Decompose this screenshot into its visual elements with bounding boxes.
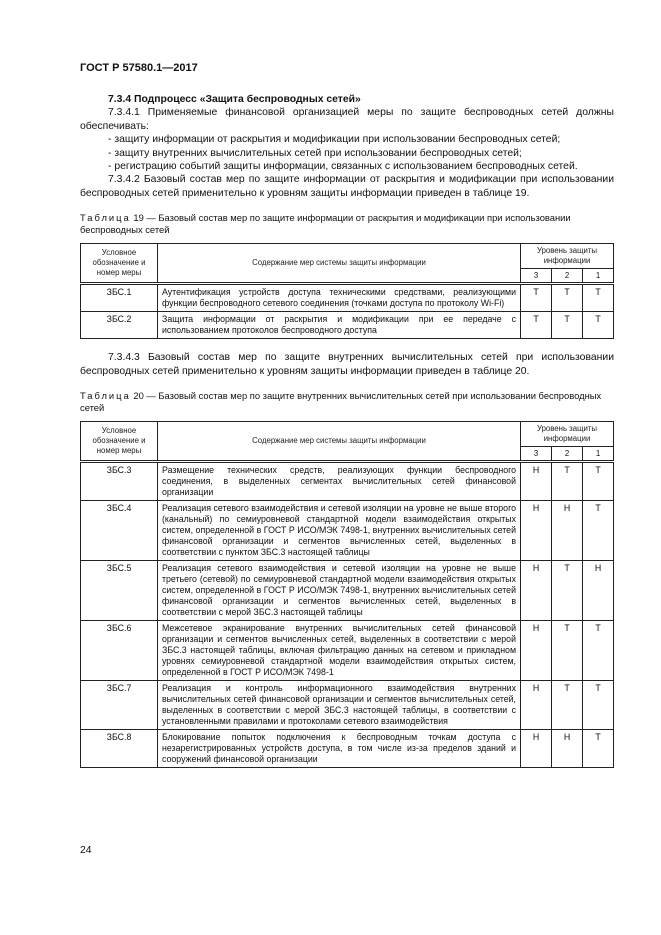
level-2-value: Н xyxy=(552,730,583,768)
measure-code: ЗБС.5 xyxy=(81,561,158,621)
level-3-value: Н xyxy=(521,681,552,730)
page-number: 24 xyxy=(80,845,92,856)
header-code: Условное обозначение и номер меры xyxy=(81,244,158,284)
paragraph-7-3-4-2: 7.3.4.2 Базовый состав мер по защите информации от раскрытия и модификации при использовании беспроводных сетей применительно к уровням защиты информации приведен в таблице 19. xyxy=(80,174,614,199)
level-3-value: Н xyxy=(521,462,552,501)
level-2-value: Т xyxy=(552,681,583,730)
level-3-value: Н xyxy=(521,561,552,621)
level-1-value: Н xyxy=(583,561,614,621)
table-20 xyxy=(80,421,614,768)
measure-text: Аутентификация устройств доступа техническими средствами, реализующими функции беспроводного сетевого соединения (точками доступа по протоколу Wi-Fi) xyxy=(158,284,521,312)
table-row xyxy=(81,462,614,501)
level-3-value: Н xyxy=(521,501,552,561)
paragraph-7-3-4-1: 7.3.4.1 Применяемые финансовой организацией меры по защите беспроводных сетей должны обеспечивать: xyxy=(80,107,614,132)
table-row xyxy=(81,501,614,561)
caption-label: Таблица xyxy=(80,390,131,402)
measure-code: ЗБС.7 xyxy=(81,681,158,730)
level-3-value: Н xyxy=(521,621,552,681)
level-1-value: Т xyxy=(583,462,614,501)
header-content: Содержание мер системы защиты информации xyxy=(158,244,521,284)
level-1-value: Т xyxy=(583,621,614,681)
level-2-value: Т xyxy=(552,462,583,501)
table-19 xyxy=(80,243,614,339)
measure-text: Размещение технических средств, реализующих функции беспроводного соединения, в выделенных сегментах вычислительных сетей финансовой организации xyxy=(158,462,521,501)
caption-label: Таблица xyxy=(80,212,131,224)
table-19-caption xyxy=(80,212,614,236)
list-item: - защиту внутренних вычислительных сетей при использовании беспроводных сетей; xyxy=(108,147,522,159)
section-heading: 7.3.4 Подпроцесс «Защита беспроводных сетей» xyxy=(108,94,361,105)
level-1-value: Т xyxy=(583,501,614,561)
table-row xyxy=(81,284,614,312)
paragraph-7-3-4-3: 7.3.4.3 Базовый состав мер по защите внутренних вычислительных сетей при использовании беспроводных сетей применительно к уровням защиты информации приведен в таблице 20. xyxy=(80,352,614,377)
level-2-value: Н xyxy=(552,501,583,561)
level-3-value: Т xyxy=(521,312,552,339)
caption-text: 20 — Базовый состав мер по защите внутренних вычислительных сетей при использовании беспроводных сетей xyxy=(80,390,602,414)
list-item: - регистрацию событий защиты информации, связанных с использованием беспроводных сетей. xyxy=(108,161,578,173)
table-row xyxy=(81,621,614,681)
level-3-value: Н xyxy=(521,730,552,768)
header-level-2: 2 xyxy=(552,269,583,284)
measure-text: Реализация сетевого взаимодействия и сетевой изоляции на уровне не выше третьего (сетевой) по семиуровневой стандартной модели взаимодействия открытых систем, определенной в ГОСТ Р ИСО/МЭК 7498-1, внутренних вычислительных сетей финансовой организации и сегментов вычисленных сетей, выделенных в соответствии с мерой ЗБС.3 настоящей таблицы xyxy=(158,561,521,621)
header-level-2: 2 xyxy=(552,447,583,462)
level-1-value: Т xyxy=(583,312,614,339)
table-row xyxy=(81,681,614,730)
header-content: Содержание мер системы защиты информации xyxy=(158,422,521,462)
level-1-value: Т xyxy=(583,681,614,730)
measure-code: ЗБС.3 xyxy=(81,462,158,501)
level-2-value: Т xyxy=(552,284,583,312)
level-2-value: Т xyxy=(552,312,583,339)
list-item: - защиту информации от раскрытия и модификации при использовании беспроводных сетей; xyxy=(108,134,561,146)
measure-text: Реализация и контроль информационного взаимодействия внутренних вычислительных сетей финансовой организации и сегментов вычислительных сетей, выделенных в соответствии с мерой ЗБС.3 настоящей таблицы, в соответствии с установленными правилами и протоколами сетевого взаимодействия xyxy=(158,681,521,730)
header-level-3: 3 xyxy=(521,269,552,284)
header-level: Уровень защиты информации xyxy=(521,422,614,447)
level-1-value: Т xyxy=(583,730,614,768)
table-20-caption xyxy=(80,390,614,414)
level-1-value: Т xyxy=(583,284,614,312)
level-2-value: Т xyxy=(552,621,583,681)
measure-code: ЗБС.8 xyxy=(81,730,158,768)
header-level-1: 1 xyxy=(583,447,614,462)
level-3-value: Т xyxy=(521,284,552,312)
measure-code: ЗБС.2 xyxy=(81,312,158,339)
measure-code: ЗБС.1 xyxy=(81,284,158,312)
document-header: ГОСТ Р 57580.1—2017 xyxy=(80,62,198,74)
header-level-1: 1 xyxy=(583,269,614,284)
measure-text: Реализация сетевого взаимодействия и сетевой изоляции на уровне не выше второго (канальный) по семиуровневой стандартной модели взаимодействия открытых систем, определенной в ГОСТ Р ИСО/МЭК 7498-1, внутренних вычислительных сетей финансовой организации и сегментов вычисленных сетей, выделенных в соответствии с пунктом ЗБС.3 настоящей таблицы xyxy=(158,501,521,561)
section-7-3-4 xyxy=(80,93,614,768)
header-code: Условное обозначение и номер меры xyxy=(81,422,158,462)
measure-text: Защита информации от раскрытия и модификации при ее передаче с использованием протоколов беспроводного доступа xyxy=(158,312,521,339)
measure-text: Блокирование попыток подключения к беспроводным точкам доступа с незарегистрированных устройств доступа, в том числе из-за пределов зданий и сооружений финансовой организации xyxy=(158,730,521,768)
header-level-3: 3 xyxy=(521,447,552,462)
measure-code: ЗБС.6 xyxy=(81,621,158,681)
table-row xyxy=(81,561,614,621)
header-level: Уровень защиты информации xyxy=(521,244,614,269)
measure-code: ЗБС.4 xyxy=(81,501,158,561)
table-row xyxy=(81,730,614,768)
level-2-value: Т xyxy=(552,561,583,621)
table-row xyxy=(81,312,614,339)
measure-text: Межсетевое экранирование внутренних вычислительных сетей финансовой организации и сегментов вычисленных сетей, выделенных в соответствии с мерой ЗБС.3 настоящей таблицы, включая фильтрацию данных на сетевом и прикладном уровнях семиуровневой стандартной модели взаимодействия открытых систем, определенной в ГОСТ Р ИСО/МЭК 7498-1 xyxy=(158,621,521,681)
caption-text: 19 — Базовый состав мер по защите информации от раскрытия и модификации при использовании беспроводных сетей xyxy=(80,212,571,236)
